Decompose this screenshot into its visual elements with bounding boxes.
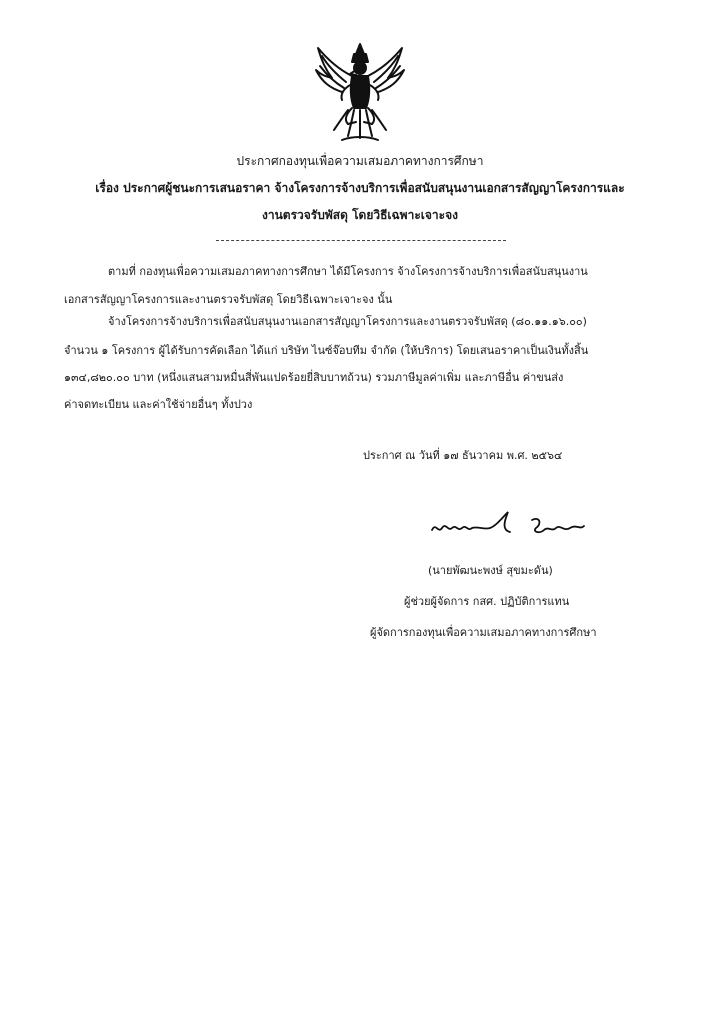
announcement-agency-title: ประกาศกองทุนเพื่อความเสมอภาคทางการศึกษา: [236, 154, 484, 168]
body-line-3: จ้างโครงการจ้างบริการเพื่อสนับสนุนงานเอกสารสัญญาโครงการและงานตรวจรับพัสดุ (๘๐.๑๑.๑๖.๐๐): [108, 315, 587, 328]
body-line-5: ๑๓๔,๘๒๐.๐๐ บาท (หนึ่งแสนสามหมื่นสี่พันแปดร้อยยี่สิบบาทถ้วน) รวมภาษีมูลค่าเพิ่ม และภาษีอื่น ค่าขนส่ง: [64, 371, 564, 384]
body-line-4: จำนวน ๑ โครงการ ผู้ได้รับการคัดเลือก ได้แก่ บริษัท ไนซ์จ๊อบทีม จำกัด (ให้บริการ) โดยเสนอราคาเป็นเงินทั้งสิ้น: [64, 344, 589, 357]
body-line-6: ค่าจดทะเบียน และค่าใช้จ่ายอื่นๆ ทั้งปวง: [64, 398, 253, 411]
handwritten-signature-icon: [428, 508, 588, 544]
subject-line-1: เรื่อง ประกาศผู้ชนะการเสนอราคา จ้างโครงการจ้างบริการเพื่อสนับสนุนงานเอกสารสัญญาโครงการและ: [95, 181, 625, 195]
announcement-date: ประกาศ ณ วันที่ ๑๗ ธันวาคม พ.ศ. ๒๕๖๔: [363, 449, 563, 462]
signer-position-1: ผู้ช่วยผู้จัดการ กสศ. ปฏิบัติการแทน: [404, 595, 570, 608]
garuda-emblem-icon: [312, 40, 408, 144]
body-line-1: ตามที่ กองทุนเพื่อความเสมอภาคทางการศึกษา ได้มีโครงการ จ้างโครงการจ้างบริการเพื่อสนับสนุนงาน: [108, 265, 588, 278]
signer-position-2: ผู้จัดการกองทุนเพื่อความเสมอภาคทางการศึกษา: [370, 626, 597, 639]
body-line-2: เอกสารสัญญาโครงการและงานตรวจรับพัสดุ โดยวิธีเฉพาะเจาะจง นั้น: [64, 293, 393, 306]
signer-name: (นายพัฒนะพงษ์ สุขมะดัน): [428, 564, 553, 577]
subject-line-2: งานตรวจรับพัสดุ โดยวิธีเฉพาะเจาะจง: [262, 208, 458, 222]
divider-rule: [216, 240, 506, 241]
